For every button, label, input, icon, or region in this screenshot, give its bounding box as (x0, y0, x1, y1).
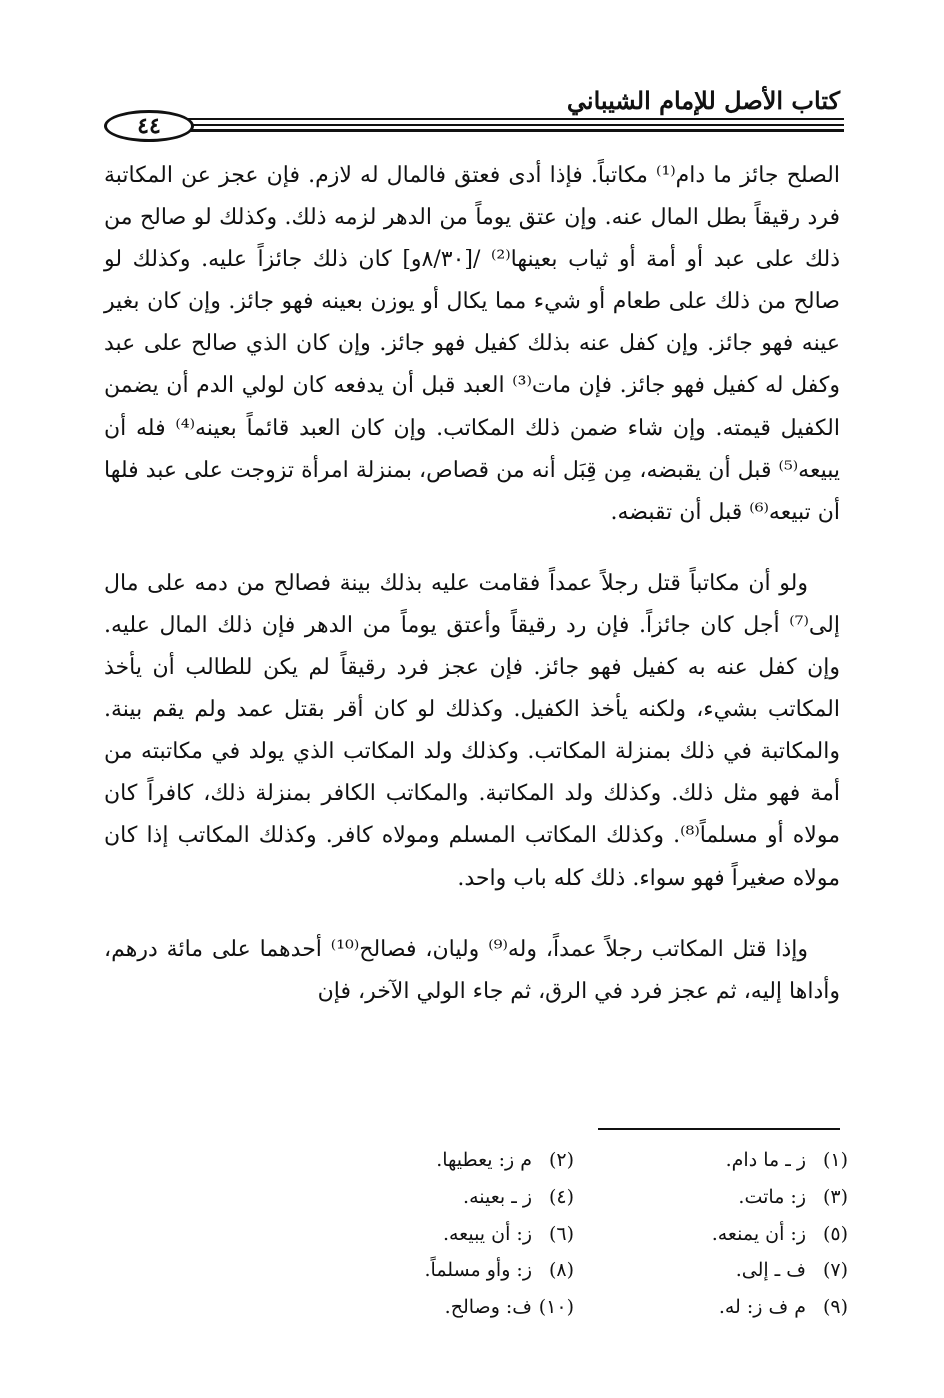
header-rule (170, 129, 844, 132)
footnote-number: (١) (822, 1149, 848, 1172)
footnote-text: ز ـ بعينه. (463, 1186, 532, 1209)
footnote (574, 1186, 848, 1208)
footnote-number: (٤) (548, 1186, 574, 1209)
header-rule (170, 124, 844, 126)
footnote (574, 1259, 848, 1281)
footnote (300, 1186, 574, 1208)
running-header-title: كتاب الأصل للإمام الشيباني (566, 86, 840, 115)
footnote-separator (598, 1128, 840, 1130)
footnotes (300, 1142, 848, 1325)
footnote (574, 1296, 848, 1318)
footnote (300, 1223, 574, 1245)
footnote (300, 1296, 574, 1318)
footnote-text: ز: ماتت. (738, 1186, 806, 1209)
footnote-number: (٩) (822, 1296, 848, 1319)
paragraph: وإذا قتل المكاتب رجلاً عمداً، وله⁽⁹⁾ وليان، فصالح⁽¹⁰⁾ أحدهما على مائة درهم، وأداها إليه، ثم عجز فرد في الرق، ثم جاء الولي الآخر، فإن (104, 936, 840, 1004)
footnote (300, 1149, 574, 1171)
footnote-text: ف ـ إلى. (735, 1259, 806, 1282)
footnote (574, 1223, 848, 1245)
paragraph: ولو أن مكاتباً قتل رجلاً عمداً فقامت عليه بذلك بينة فصالح من دمه على مال إلى⁽⁷⁾ أجل كان جائزاً. فإن رد رقيقاً وأعتق يوماً من الدهر فإن ذلك المال عليه. وإن كفل عنه به كفيل فهو جائز. فإن عجز فرد رقيقاً لم يكن للطالب أن يأخذ المكاتب بشيء، ولكنه يأخذ الكفيل. وكذلك لو كان أقر بقتل عمد ولم يقم بينة. والمكاتبة في ذلك بمنزلة المكاتب. وكذلك ولد المكاتب الذي يولد في مكاتبته من أمة فهو مثل ذلك. وكذلك ولد المكاتبة. والمكاتب الكافر بمنزلة ذلك، كافراً كان مولاه أو مسلماً⁽⁸⁾. وكذلك المكاتب المسلم ومولاه كافر. وكذلك المكاتب إذا كان مولاه صغيراً فهو سواء. ذلك كله باب واحد. (104, 570, 841, 891)
footnote-text: ز: أن يمنعه. (711, 1222, 806, 1245)
footnote-number: (١٠) (538, 1296, 574, 1319)
footnote-text: ز: وأو مسلماً. (424, 1259, 532, 1282)
footnote-text: ز ـ ما دام. (725, 1149, 806, 1172)
main-text (104, 155, 840, 1013)
footnote-number: (٢) (548, 1149, 574, 1172)
footnote-text: م ف ز: له. (718, 1296, 806, 1319)
footnote-number: (٧) (822, 1259, 848, 1282)
header-rule (170, 118, 844, 120)
footnote-text: م ز: يعطيها. (436, 1149, 532, 1172)
page-number: ٤٤ (104, 110, 194, 142)
footnote-number: (٦) (548, 1222, 574, 1245)
footnote-number: (٣) (822, 1186, 848, 1209)
footnote-text: ف: وصالح. (444, 1296, 532, 1319)
footnote (574, 1149, 848, 1171)
footnote-number: (٨) (548, 1259, 574, 1282)
footnote-number: (٥) (822, 1222, 848, 1245)
footnote (300, 1259, 574, 1281)
paragraph: الصلح جائز ما دام⁽¹⁾ مكاتباً. فإذا أدى فعتق فالمال له لازم. فإن عجز عن المكاتبة فرد رقيقاً بطل المال عنه. وإن عتق يوماً من الدهر لزمه ذلك. وكذلك لو صالح من ذلك على عبد أو أمة أو ثياب بعينها⁽²⁾ /[٨/٣٠و] كان ذلك جائزاً عليه. وكذلك لو صالح من ذلك على طعام أو شيء مما يكال أو يوزن بعينه فهو جائز. وإن كان بغير عينه فهو جائز. وإن كفل عنه بذلك كفيل فهو جائز. وإن كان الذي صالح على عبد وكفل له كفيل فهو جائز. فإن مات⁽³⁾ العبد قبل أن يدفعه كان لولي الدم أن يضمن الكفيل قيمته. وإن شاء ضمن ذلك المكاتب. وإن كان العبد قائماً بعينه⁽⁴⁾ فله أن يبيعه⁽⁵⁾ قبل أن يقبضه، مِن قِبَل أنه من قصاص، بمنزلة امرأة تزوجت على عبد فلها أن تبيعه⁽⁶⁾ قبل أن تقبضه. (104, 163, 841, 525)
footnote-text: ز: أن يبيعه. (442, 1222, 532, 1245)
